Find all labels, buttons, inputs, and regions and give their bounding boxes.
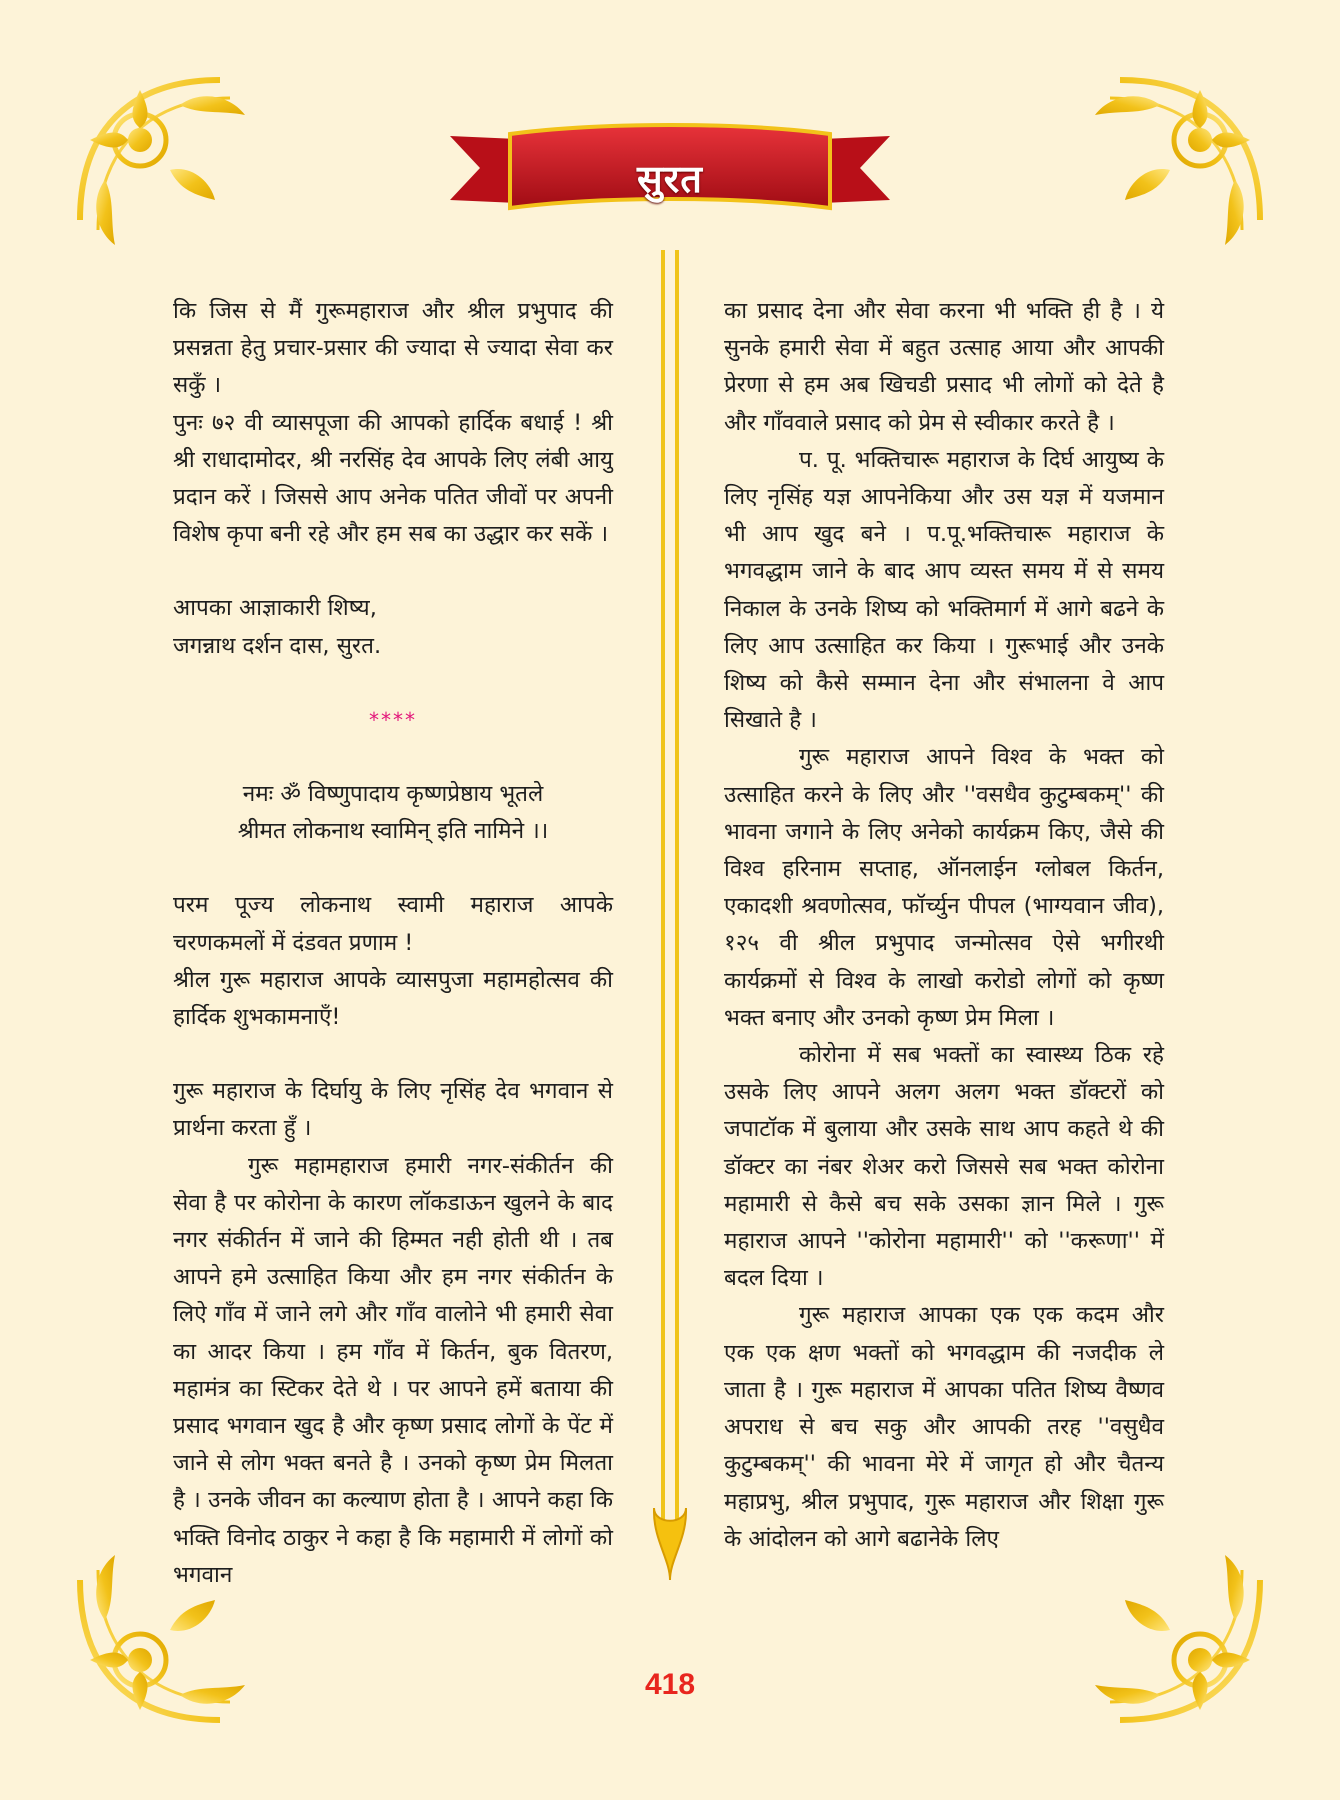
page-title: सुरत [637, 157, 703, 201]
verse-line: श्रीमत लोकनाथ स्वामिन् इति नामिने ।। [237, 818, 549, 845]
paragraph: गुरू महामहाराज हमारी नगर-संकीर्तन की सेवा है पर कोरोना के कारण लॉकडाऊन खुलने के बाद नगर संकीर्तन में जाने की हिम्मत नही होती थी । तब आपने हमे उत्साहित किया और हम नगर संकीर्तन के लिऐ गाँव में जाने लगे और गाँव वालोने भी हमारी सेवा का आदर किया । हम गाँव में किर्तन, बुक वितरण, महामंत्र का स्टिकर देते थे । पर आपने हमें बताया की प्रसाद भगवान खुद है और कृष्ण प्रसाद लोगों के पेंट में जाने से लोग भक्त बनते है । उनको कृष्ण प्रेम मिलता है । उनके जीवन का कल्याण होता है । आपने कहा कि भक्ति विनोद ठाकुर ने कहा है कि महामारी में लोगों को भगवान [173, 1152, 613, 1588]
page-number: 418 [644, 1668, 696, 1701]
signature-line: आपका आज्ञाकारी शिष्य, [173, 595, 377, 622]
verse-line: नमः ॐ विष्णुपादाय कृष्णप्रेष्ठाय भूतले [242, 781, 544, 808]
paragraph: प. पू. भक्तिचारू महाराज के दिर्घ आयुष्य के लिए नृसिंह यज्ञ आपनेकिया और उस यज्ञ में यजमान भी आप खुद बने । प.पू.भक्तिचारू महाराज के भगवद्धाम जाने के बाद आप व्यस्त समय में से समय निकाल के उनके शिष्य को भक्तिमार्ग में आगे बढने के लिए आप उत्साहित कर किया । गुरूभाई और उनके शिष्य को कैसे सम्मान देना और संभालना वे आप सिखाते है । [724, 446, 1164, 734]
paragraph: कोरोना में सब भक्तों का स्वास्थ्य ठिक रहे उसके लिए आपने अलग अलग भक्त डॉक्टरों को जपाटॉक में बुलाया और उसके साथ आप कहते थे की डॉक्टर का नंबर शेअर करो जिससे सब भक्त कोरोना महामारी से कैसे बच सके उसका ज्ञान मिले । गुरू महाराज आपने ''कोरोना महामारी'' को ''करूणा'' में बदल दिया । [724, 1042, 1164, 1292]
paragraph: पुनः ७२ वी व्यासपूजा की आपको हार्दिक बधाई ! श्री श्री राधादामोदर, श्री नरसिंह देव आपके लिए लंबी आयु प्रदान करें । जिससे आप अनेक पतित जीवों पर अपनी विशेष कृपा बनी रहे और हम सब का उद्धार कर सकें । [173, 409, 613, 548]
paragraph: कि जिस से मैं गुरूमहाराज और श्रील प्रभुपाद की प्रसन्नता हेतु प्रचार-प्रसार की ज्यादा से ज्यादा सेवा कर सकुँ । [173, 298, 613, 399]
paragraph: गुरू महाराज आपका एक एक कदम और एक एक क्षण भक्तों को भगवद्धाम की नजदीक ले जाता है । गुरू महाराज में आपका पतित शिष्य वैष्णव अपराध से बच सकु और आपकी तरह ''वसुधैव कुटुम्बकम्'' की भावना मेरे में जागृत हो और चैतन्य महाप्रभु, श्रील प्रभुपाद, गुरू महाराज और शिक्षा गुरू के आंदोलन को आगे बढानेके लिए [724, 1302, 1164, 1552]
paragraph: का प्रसाद देना और सेवा करना भी भक्ति ही है । ये सुनके हमारी सेवा में बहुत उत्साह आया और आपकी प्रेरणा से हम अब खिचडी प्रसाद भी लोगों को देते है और गाँववाले प्रसाद को प्रेम से स्वीकार करते है । [724, 298, 1164, 436]
left-column [173, 293, 613, 1594]
paragraph: गुरू महाराज आपने विश्व के भक्त को उत्साहित करने के लिए और ''वसधैव कुटुम्बकम्'' की भावना जगाने के लिए अनेको कार्यक्रम किए, जैसे की विश्व हरिनाम सप्ताह, ऑनलाईन ग्लोबल किर्तन, एकादशी श्रवणोत्सव, फॉर्च्युन पीपल (भाग्यवान जीव), १२५ वी श्रील प्रभुपाद जन्मोत्सव ऐसे भगीरथी कार्यक्रमों से विश्व के लाखो करोडो लोगों को कृष्ण भक्त बनाए और उनको कृष्ण प्रेम मिला । [724, 744, 1164, 1031]
paragraph: परम पूज्य लोकनाथ स्वामी महाराज आपके चरणकमलों में दंडवत प्रणाम ! [173, 892, 613, 956]
paragraph: गुरू महाराज के दिर्घायु के लिए नृसिंह देव भगवान से प्रार्थना करता हुँ । [173, 1078, 613, 1142]
golden-pen-nib-divider [640, 250, 700, 1580]
paragraph: श्रील गुरू महाराज आपके व्यासपुजा महामहोत्सव की हार्दिक शुभकामनाएँ! [173, 966, 613, 1031]
separator-stars: **** [369, 707, 417, 732]
signature-line: जगन्नाथ दर्शन दास, सुरत. [173, 632, 382, 659]
right-column [724, 293, 1164, 1558]
